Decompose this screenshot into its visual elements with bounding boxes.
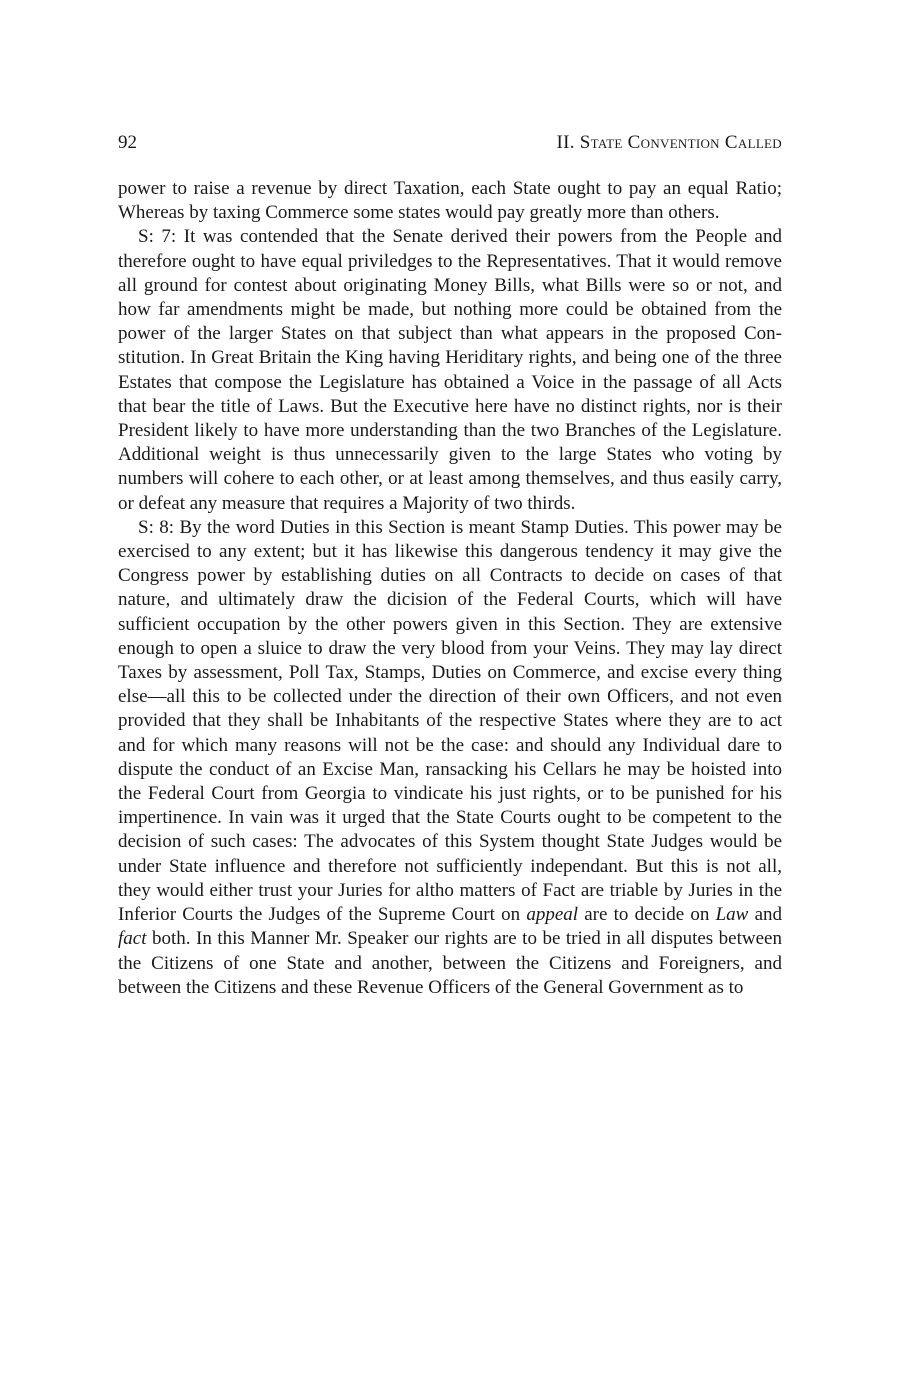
text-segment: are to decide on — [578, 904, 716, 926]
text-segment: S: 8: By the word Duties in this Section is meant Stamp Duties. This power may be exercised to any extent; but it has likewise this dangerous tendency it may give the Congress power by establishing duties on all Contracts to decide on cases of that nature, and ultimately draw the dicision of the Federal Courts, which will have sufficient occupation by the other powers given in this Section. They are extensive enough to open a sluice to draw the very blood from your Veins. They may lay direct Taxes by assessment, Poll Tax, Stamps, Duties on Commerce, and excise every thing else—all this to be collected under the direction of their own Officers, and not even provided that they shall be Inhabitants of the respective States where they are to act and for which many reasons will not be the case: and should any Individual dare to dispute the conduct of an Excise Man, ransacking his Cellars he may be hoisted into the Federal Court from Georgia to vindicate his just rights, or to be punished for his impertinence. In vain was it urged that the State Courts ought to be competent to the decision of such cases: The advocates of this System thought State Judges would be under State influence and therefore not sufficiently independant. But this is not all, they would either trust your Juries for altho matters of Fact are triable by Juries in the Inferior Courts the Judges of the Supreme Court on — [118, 516, 782, 926]
book-page — [118, 126, 782, 1000]
paragraph-section-8 — [118, 516, 782, 1000]
italic-fact: fact — [118, 928, 147, 950]
body-text — [118, 177, 782, 1000]
running-head — [118, 126, 782, 160]
text-segment: power to raise a revenue by direct Taxation, each State ought to pay an equal Ratio; Whereas by taxing Commerce some states would pay greatly more than others. — [118, 178, 782, 224]
italic-appeal: appeal — [526, 904, 579, 926]
text-segment: S: 7: It was contended that the Senate derived their powers from the People and therefore ought to have equal priviledges to the Representatives. That it would remove all ground for contest about originating Money Bills, what Bills were so or not, and how far amendments might be made, but nothing more could be obtained from the power of the larger States on that subject than what appears in the proposed Constitution. In Great Britain the King having Heriditary rights, and being one of the three Estates that compose the Legislature has obtained a Voice in the passage of all Acts that bear the title of Laws. But the Executive here have no distinct rights, nor is their President likely to have more understanding than the two Branches of the Legislature. Additional weight is thus unnecessarily given to the large States who voting by numbers will cohere to each other, or at least among themselves, and thus easily carry, or defeat any measure that requires a Majority of two thirds. — [118, 226, 782, 514]
italic-law: Law — [715, 904, 749, 926]
page-number: 92 — [118, 132, 137, 153]
running-title: II. State Convention Called — [556, 132, 782, 153]
text-segment: both. In this Manner Mr. Speaker our rights are to be tried in all disputes between the Citizens of one State and another, between the Citizens and Foreigners, and between the Citizens and these Revenue Officers of the General Government as to — [118, 928, 782, 998]
text-segment: and — [748, 904, 782, 926]
paragraph-section-7 — [118, 225, 782, 515]
paragraph-continued — [118, 177, 782, 225]
